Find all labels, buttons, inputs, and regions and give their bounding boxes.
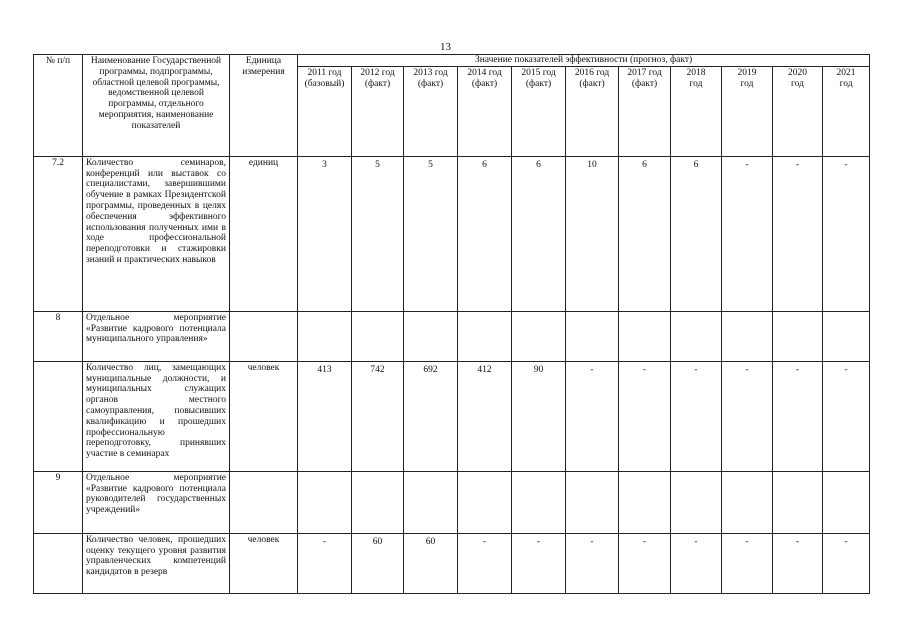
page-number: 13 [440,41,451,53]
value-cell [512,471,566,533]
value-cell [298,311,352,361]
value-cell: - [512,533,566,593]
value-cell: - [619,533,671,593]
value-cell [722,311,773,361]
value-cell: - [722,156,773,311]
value-cell [823,311,870,361]
value-cell: 742 [352,361,404,471]
row-unit [230,471,298,533]
value-cell: - [619,361,671,471]
year-label: 2020 [788,67,807,78]
value-cell: - [773,361,823,471]
table-row [34,361,870,471]
table-row [34,533,870,593]
value-cell: 6 [619,156,671,311]
value-cell: 5 [404,156,458,311]
indicators-table [33,54,870,594]
header-year-cell [619,66,671,156]
value-cell [352,311,404,361]
row-number [34,533,83,593]
value-cell [671,311,722,361]
row-indicator-name: Отдельное мероприятие «Развитие кадрового потенциала муниципального управления» [83,311,230,361]
value-cell: 412 [458,361,512,471]
year-type-label: (базовый) [304,78,345,89]
value-cell [566,471,619,533]
value-cell [671,471,722,533]
row-number: 9 [34,471,83,533]
value-cell: - [773,156,823,311]
value-cell: - [671,361,722,471]
header-year-cell [298,66,352,156]
value-cell [298,471,352,533]
year-type-label: (факт) [631,78,658,89]
year-type-label: год [791,78,804,89]
value-cell [404,311,458,361]
table-row [34,311,870,361]
year-label: 2013 год [413,67,448,78]
row-unit [230,311,298,361]
value-cell: 90 [512,361,566,471]
value-cell [458,471,512,533]
year-label: 2015 год [521,67,556,78]
value-cell [773,311,823,361]
value-cell: - [566,533,619,593]
header-values-title: Значение показателей эффективности (прогноз, факт) [298,55,870,67]
header-col-unit: Единица измерения [230,55,298,157]
value-cell: 5 [352,156,404,311]
value-cell [404,471,458,533]
header-row-top [34,55,870,67]
value-cell [352,471,404,533]
year-type-label: (факт) [471,78,498,89]
value-cell: 413 [298,361,352,471]
value-cell: 6 [671,156,722,311]
year-label: 2012 год [360,67,395,78]
row-unit: человек [230,361,298,471]
header-year-cell [512,66,566,156]
value-cell [619,471,671,533]
table-row [34,471,870,533]
value-cell: 6 [512,156,566,311]
year-label: 2021 [836,67,856,78]
header-col-name: Наименование Государственной программы, подпрограммы, областной целевой программы, ведомственной целевой программы, отдельного мероприятия, наименование показателей [83,55,230,157]
value-cell: - [722,361,773,471]
header-col-num: № п/п [34,55,83,157]
value-cell: - [773,533,823,593]
value-cell [773,471,823,533]
year-type-label: (факт) [579,78,605,89]
year-type-label: (факт) [417,78,444,89]
header-year-cell [773,66,823,156]
header-year-cell [722,66,773,156]
year-type-label: (факт) [364,78,391,89]
year-label: 2011 год [307,67,342,78]
row-number [34,361,83,471]
value-cell: - [298,533,352,593]
value-cell: - [823,533,870,593]
year-label: 2017 год [627,67,662,78]
year-type-label: год [839,78,853,89]
row-indicator-name: Количество семинаров, конференций или выставок со специалистами, завершившими обучение в рамках Президентской программы, проведенных в целях обеспечения эффективного использования полученных ими в ходе профессиональной переподготовки и стажировки знаний и практических навыков [83,156,230,311]
value-cell [458,311,512,361]
header-year-cell [823,66,870,156]
value-cell [619,311,671,361]
row-number: 7.2 [34,156,83,311]
year-label: 2019 [737,67,757,78]
row-indicator-name: Отдельное мероприятие «Развитие кадрового потенциала руководителей государственных учреждений» [83,471,230,533]
value-cell: 6 [458,156,512,311]
row-indicator-name: Количество человек, прошедших оценку текущего уровня развития управленческих компетенций кандидатов в резерв [83,533,230,593]
value-cell: - [458,533,512,593]
value-cell [823,471,870,533]
header-year-cell [458,66,512,156]
header-year-cell [352,66,404,156]
value-cell: - [722,533,773,593]
table-row [34,156,870,311]
value-cell: 3 [298,156,352,311]
year-type-label: (факт) [525,78,552,89]
value-cell: 60 [352,533,404,593]
row-unit: человек [230,533,298,593]
value-cell: - [566,361,619,471]
year-label: 2018 [686,67,706,78]
year-label: 2016 год [574,67,610,78]
header-year-cell [566,66,619,156]
year-type-label: год [740,78,754,89]
value-cell [566,311,619,361]
value-cell [512,311,566,361]
row-indicator-name: Количество лиц, замещающих муниципальные должности, и муниципальных служащих органов местного самоуправления, повысивших квалификацию и прошедших профессиональную переподготовку, принявших участие в семинарах [83,361,230,471]
value-cell: - [671,533,722,593]
year-label: 2014 год [467,67,502,78]
value-cell: - [823,361,870,471]
value-cell: 60 [404,533,458,593]
value-cell: 692 [404,361,458,471]
header-year-cell [404,66,458,156]
row-number: 8 [34,311,83,361]
year-type-label: год [689,78,703,89]
value-cell [722,471,773,533]
header-year-cell [671,66,722,156]
value-cell: - [823,156,870,311]
row-unit: единиц [230,156,298,311]
value-cell: 10 [566,156,619,311]
